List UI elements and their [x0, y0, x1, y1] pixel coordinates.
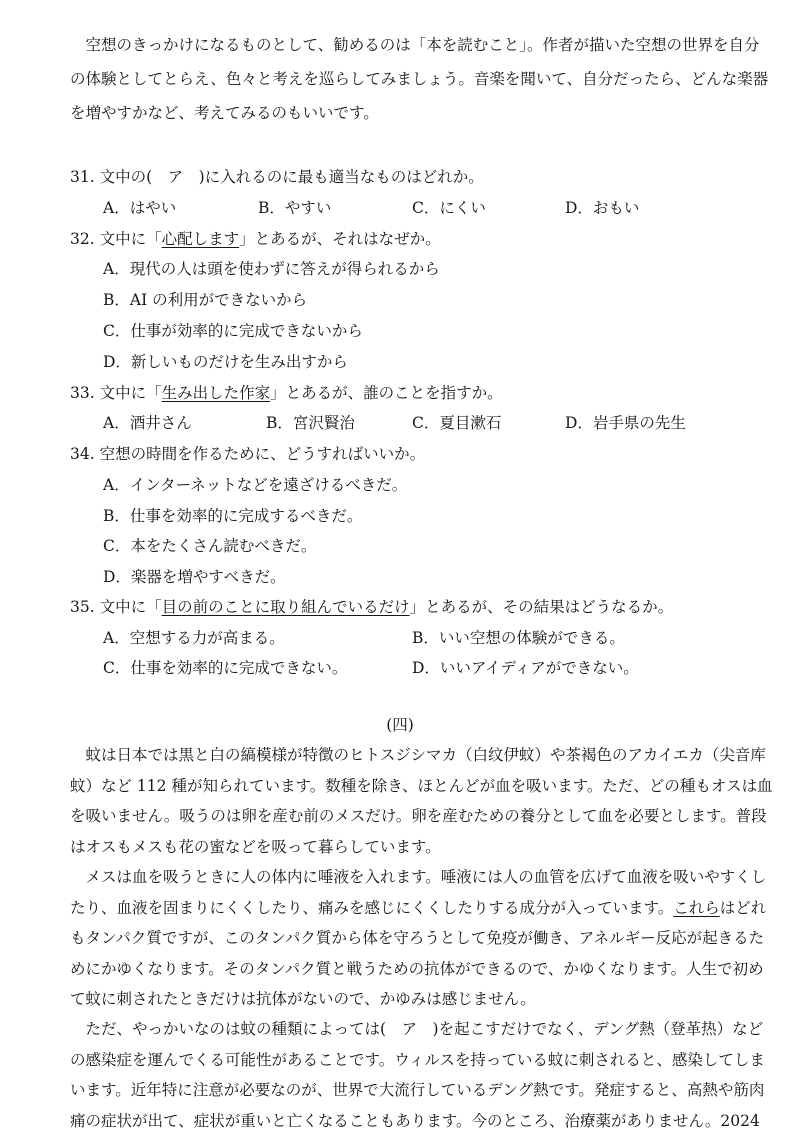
passage-line: います。近年特に注意が必要なのが、世界で大流行しているデング熱です。発症すると、高熱や筋肉: [70, 1081, 765, 1099]
question-number: 34.: [70, 445, 95, 463]
passage-line: もタンパク質ですが、このタンパク質から体を守ろうとして免疫が働き、アネルギー反応が起きるた: [70, 929, 765, 947]
q31-option-d[interactable]: D．おもい: [565, 199, 640, 217]
question-underlined-phrase: 生み出した作家: [161, 384, 271, 402]
question-text: 空想の時間を作るために、どうすればいいか。: [99, 445, 426, 463]
question-number: 35.: [70, 598, 95, 616]
passage-line: はオスもメスも花の蜜などを吸って暮らしています。: [70, 838, 441, 856]
q31-option-a[interactable]: A．はやい: [103, 199, 177, 217]
q32-option-b[interactable]: B．AI の利用ができないから: [103, 291, 308, 309]
question-text-post: 」とあるが、それはなぜか。: [239, 230, 441, 248]
passage-line: を吸いません。吸うのは卵を産む前のメスだけ。卵を産むための養分として血を必要とします。普段: [70, 807, 767, 825]
q33-option-a[interactable]: A．酒井さん: [103, 414, 192, 432]
question-text-pre: 文中に「: [99, 230, 162, 248]
question-text-post: 」とあるが、その結果はどうなるか。: [409, 598, 674, 616]
passage-line: [70, 893, 767, 923]
q34-option-d[interactable]: D．楽器を増やすべきだ。: [103, 568, 286, 586]
q33-option-c[interactable]: C．夏目漱石: [412, 414, 502, 432]
question-text-pre: 文中に「: [99, 384, 162, 402]
passage-line: 蚊は日本では黒と白の縞模様が特徴のヒトスジシマカ（白纹伊蚊）や茶褐色のアカイエカ（尖音库: [85, 746, 766, 764]
q34-option-b[interactable]: B．仕事を効率的に完成するべきだ。: [103, 507, 363, 525]
passage-line: 痛の症状が出て、症状が重いと亡くなることもあります。今のところ、治療薬がありません。2024: [70, 1112, 760, 1130]
q33-option-b[interactable]: B．宮沢賢治: [266, 414, 355, 432]
question-33: [70, 378, 503, 408]
question-number: 32.: [70, 230, 95, 248]
passage-line: の感染症を運んでくる可能性があることです。ウィルスを持っている蚊に刺されると、感染してしま: [70, 1051, 765, 1069]
q33-option-d[interactable]: D．岩手県の先生: [565, 414, 686, 432]
passage-text: はどれ: [719, 899, 767, 917]
intro-line-3: を増やすかなど、考えてみるのもいいです。: [70, 104, 379, 122]
passage-line: メスは血を吸うときに人の体内に唾液を入れます。唾液には人の血管を広げて血液を吸いやすくし: [85, 868, 767, 886]
q31-option-c[interactable]: C．にくい: [412, 199, 486, 217]
question-underlined-phrase: 心配します: [161, 230, 240, 248]
passage-underlined-word: これら: [673, 899, 720, 917]
question-text: 文中の( ア )に入れるのに最も適当なものはどれか。: [99, 168, 484, 186]
question-31: [70, 162, 484, 192]
q35-option-d[interactable]: D．いいアイディアができない。: [412, 659, 639, 677]
question-number: 31.: [70, 168, 95, 186]
q35-option-a[interactable]: A．空想する力が高まる。: [103, 629, 285, 647]
section-heading: (四): [386, 716, 414, 734]
passage-line: めにかゆくなります。そのタンパク質と戦うための抗体ができるので、かゆくなります。人生で初め: [70, 960, 764, 978]
question-underlined-phrase: 目の前のことに取り組んでいるだけ: [161, 598, 410, 616]
intro-line-2: の体験としてとらえ、色々と考えを巡らしてみましょう。音楽を聞いて、自分だったら、どんな楽器: [70, 70, 769, 88]
passage-line: て蚊に刺されたときだけは抗体がないので、かゆみは感じません。: [70, 990, 536, 1008]
question-32: [70, 224, 441, 254]
question-number: 33.: [70, 384, 95, 402]
q34-option-a[interactable]: A．インターネットなどを遠ざけるべきだ。: [103, 476, 408, 494]
q32-option-d[interactable]: D．新しいものだけを生み出すから: [103, 353, 348, 371]
q32-option-a[interactable]: A．現代の人は頭を使わずに答えが得られるから: [103, 260, 440, 278]
q35-option-c[interactable]: C．仕事を効率的に完成できない。: [103, 659, 348, 677]
question-34: [70, 439, 425, 469]
q32-option-c[interactable]: C．仕事が効率的に完成できないから: [103, 322, 363, 340]
passage-line: ただ、やっかいなのは蚊の種類によっては( ア )を起こすだけでなく、デング熱（登革热）など: [85, 1020, 764, 1038]
question-35: [70, 592, 673, 622]
intro-line-1: 空想のきっかけになるものとして、勧めるのは「本を読むこと」。作者が描いた空想の世界を自分: [85, 36, 760, 54]
passage-text: たり、血液を固まりにくくしたり、痛みを感じにくくしたりする成分が入っています。: [70, 899, 674, 917]
q31-option-b[interactable]: B．やすい: [258, 199, 332, 217]
q34-option-c[interactable]: C．本をたくさん読むべきだ。: [103, 537, 317, 555]
question-text-post: 」とあるが、誰のことを指すか。: [270, 384, 503, 402]
passage-line: 蚊）など 112 種が知られています。数種を除き、ほとんどが血を吸います。ただ、どの種もオスは血: [70, 777, 773, 795]
q35-option-b[interactable]: B．いい空想の体験ができる。: [412, 629, 625, 647]
question-text-pre: 文中に「: [99, 598, 162, 616]
